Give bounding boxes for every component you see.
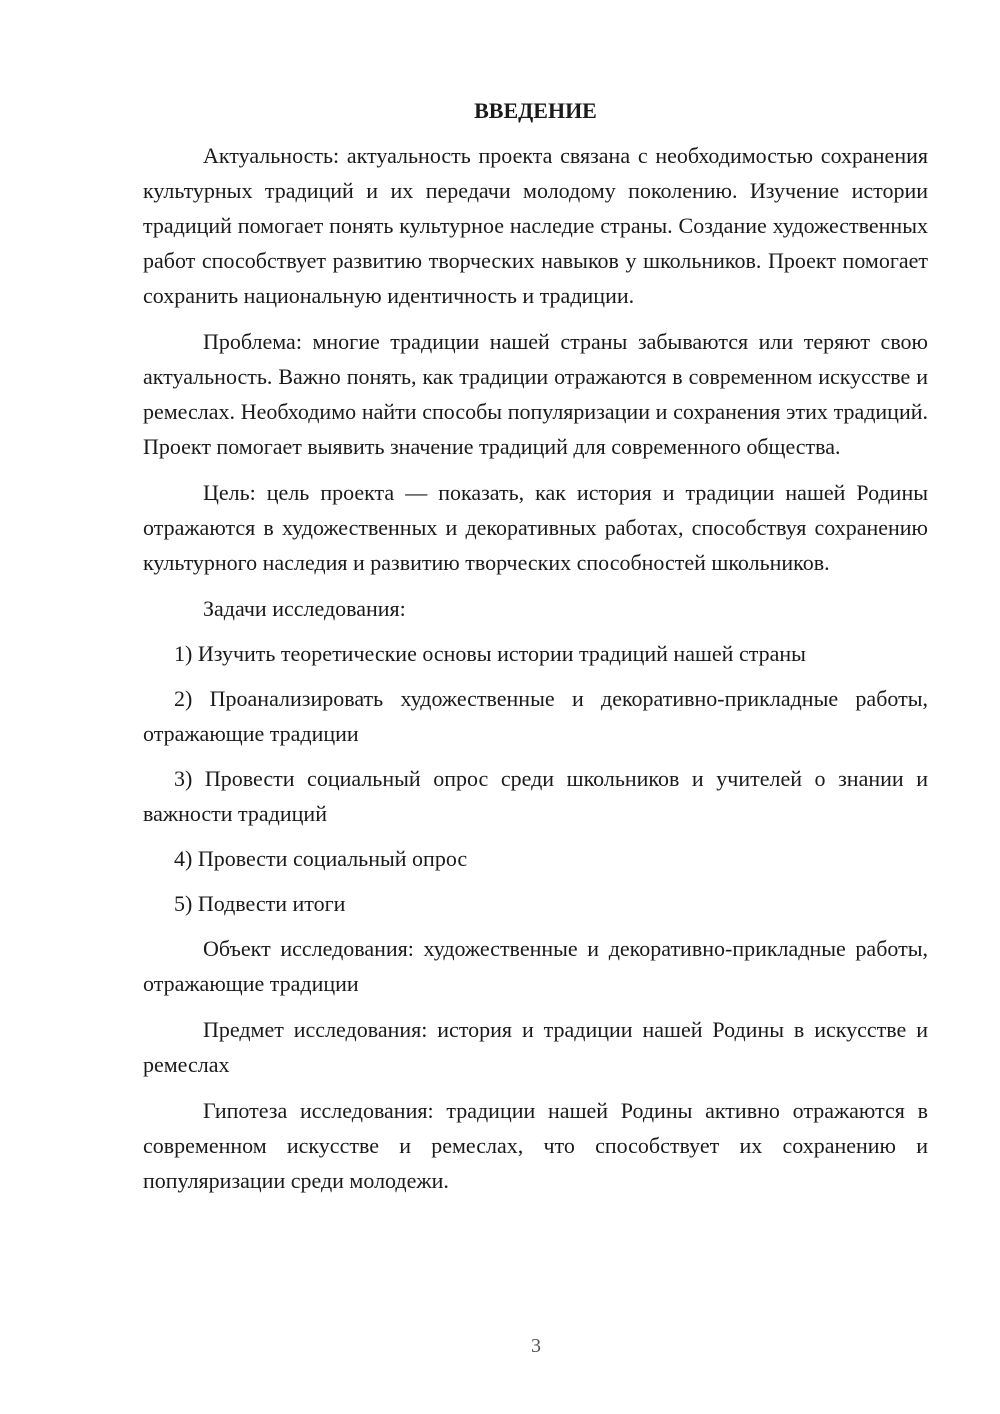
tasks-heading: Задачи исследования: bbox=[203, 596, 406, 621]
task-item: 2) Проанализировать художественные и декоративно-прикладные работы, отражающие традиции bbox=[143, 686, 928, 746]
paragraph-hypothesis: Гипотеза исследования: традиции нашей Родины активно отражаются в современном искусстве и ремеслах, что способствует их сохранению и популяризации среди молодежи. bbox=[143, 1098, 928, 1193]
task-item: 4) Провести социальный опрос bbox=[174, 846, 468, 871]
paragraph-subject: Предмет исследования: история и традиции нашей Родины в искусстве и ремеслах bbox=[143, 1017, 928, 1077]
paragraph-goal: Цель: цель проекта — показать, как история и традиции нашей Родины отражаются в художественных и декоративных работах, способствуя сохранению культурного наследия и развитию творческих способностей школьников. bbox=[143, 480, 928, 575]
paragraph-object: Объект исследования: художественные и декоративно-прикладные работы, отражающие традиции bbox=[143, 936, 928, 996]
section-title: ВВЕДЕНИЕ bbox=[474, 98, 597, 123]
paragraph-problem: Проблема: многие традиции нашей страны забываются или теряют свою актуальность. Важно понять, как традиции отражаются в современном искусстве и ремеслах. Необходимо найти способы популяризации и сохранения этих традиций. Проект помогает выявить значение традиций для современного общества. bbox=[143, 329, 928, 459]
task-item: 5) Подвести итоги bbox=[174, 891, 346, 916]
document-page bbox=[143, 96, 928, 1209]
page-number: 3 bbox=[531, 1335, 541, 1357]
task-item: 3) Провести социальный опрос среди школьников и учителей о знании и важности традиций bbox=[143, 766, 928, 826]
task-item: 1) Изучить теоретические основы истории традиций нашей страны bbox=[174, 641, 806, 666]
paragraph-relevance: Актуальность: актуальность проекта связана с необходимостью сохранения культурных традиций и их передачи молодому поколению. Изучение истории традиций помогает понять культурное наследие страны. Создание художественных работ способствует развитию творческих навыков у школьников. Проект помогает сохранить национальную идентичность и традиции. bbox=[143, 143, 928, 308]
